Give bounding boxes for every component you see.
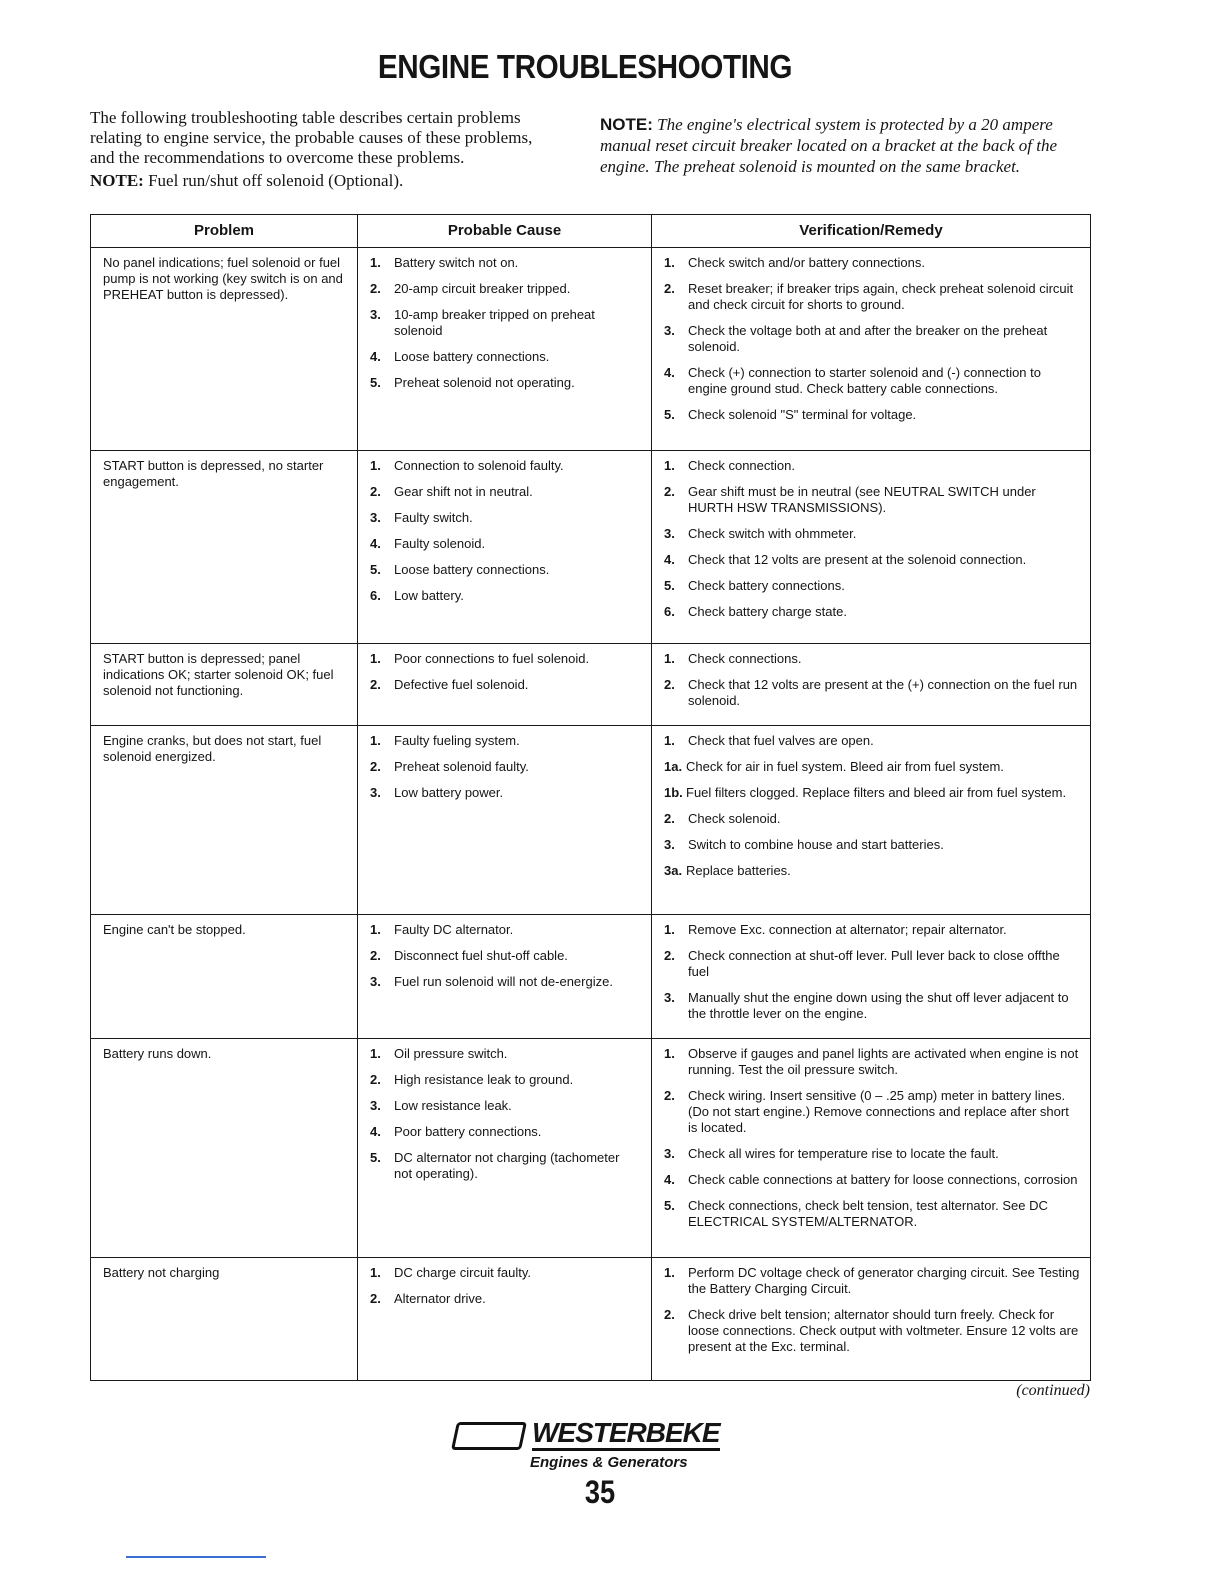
remedy-item (664, 948, 1080, 980)
cause-item (370, 1291, 641, 1307)
item-number: 1. (370, 458, 381, 473)
cause-item (370, 255, 641, 271)
item-text: Check (+) connection to starter solenoid and (-) connection to engine ground stud. Check battery cable connections. (688, 365, 1041, 396)
item-number: 1. (370, 922, 381, 937)
electrical-note-label: NOTE: (600, 115, 653, 134)
item-text: Reset breaker; if breaker trips again, check preheat solenoid circuit and check circuit for shorts to ground. (688, 281, 1074, 312)
item-text: Loose battery connections. (394, 349, 550, 364)
cause-cell (358, 451, 652, 644)
problem-cell: Battery not charging (91, 1258, 358, 1381)
item-text: Poor connections to fuel solenoid. (394, 651, 590, 666)
item-text: Check connection at shut-off lever. Pull lever back to close offthe fuel (688, 948, 1060, 979)
remedy-item (664, 365, 1080, 397)
remedy-item (664, 281, 1080, 313)
remedy-item (664, 578, 1080, 594)
item-text: Check connections. (688, 651, 802, 666)
cause-item (370, 536, 641, 552)
item-text: Switch to combine house and start batteries. (688, 837, 944, 852)
cause-item (370, 510, 641, 526)
item-text: Low battery. (394, 588, 464, 603)
item-number: 5. (370, 562, 381, 577)
remedy-item (664, 1046, 1080, 1078)
remedy-item (664, 1088, 1080, 1136)
remedy-item (664, 651, 1080, 667)
intro-paragraph (90, 108, 560, 191)
cause-item (370, 307, 641, 339)
item-number: 1b. (664, 785, 683, 800)
note-text: Fuel run/shut off solenoid (Optional). (143, 171, 404, 190)
item-number: 2. (664, 677, 675, 692)
item-number: 3. (370, 307, 381, 322)
table-row (91, 644, 1091, 726)
problem-cell: START button is depressed; panel indications OK; starter solenoid OK; fuel solenoid not functioning. (91, 644, 358, 726)
item-number: 3. (664, 837, 675, 852)
item-text: Observe if gauges and panel lights are activated when engine is not running. Test the oil pressure switch. (688, 1046, 1079, 1077)
cause-item (370, 1046, 641, 1062)
remedy-cell (652, 644, 1091, 726)
item-text: Preheat solenoid not operating. (394, 375, 575, 390)
header-problem: Problem (91, 215, 358, 248)
item-number: 2. (664, 1307, 675, 1322)
item-text: Preheat solenoid faulty. (394, 759, 529, 774)
item-number: 2. (370, 948, 381, 963)
item-number: 1. (664, 651, 675, 666)
item-text: Check all wires for temperature rise to locate the fault. (688, 1146, 999, 1161)
item-number: 1. (370, 733, 381, 748)
continued-label: (continued) (1016, 1382, 1090, 1399)
remedy-item (664, 1307, 1080, 1355)
cause-cell (358, 1258, 652, 1381)
problem-cell: START button is depressed, no starter engagement. (91, 451, 358, 644)
item-text: High resistance leak to ground. (394, 1072, 574, 1087)
item-text: Low battery power. (394, 785, 504, 800)
item-number: 1. (664, 458, 675, 473)
item-number: 4. (370, 536, 381, 551)
remedy-cell (652, 451, 1091, 644)
item-number: 2. (370, 1072, 381, 1087)
remedy-item (664, 837, 1080, 853)
item-number: 3. (664, 526, 675, 541)
item-text: Check that fuel valves are open. (688, 733, 874, 748)
cause-item (370, 588, 641, 604)
item-number: 2. (664, 811, 675, 826)
remedy-item (664, 1198, 1080, 1230)
cause-item (370, 922, 641, 938)
item-text: Low resistance leak. (394, 1098, 512, 1113)
remedy-cell (652, 1258, 1091, 1381)
item-text: Battery switch not on. (394, 255, 519, 270)
item-number: 5. (664, 407, 675, 422)
item-number: 5. (370, 375, 381, 390)
item-text: 10-amp breaker tripped on preheat solenoid (394, 307, 595, 338)
table-body (91, 248, 1091, 1381)
cause-item (370, 785, 641, 801)
item-text: Alternator drive. (394, 1291, 486, 1306)
item-number: 1. (664, 733, 675, 748)
item-number: 2. (664, 948, 675, 963)
item-number: 1. (370, 1046, 381, 1061)
item-text: Check switch with ohmmeter. (688, 526, 857, 541)
item-number: 3. (370, 1098, 381, 1113)
item-text: Fuel filters clogged. Replace filters and bleed air from fuel system. (686, 785, 1067, 800)
item-number: 3a. (664, 863, 683, 878)
cause-item (370, 1265, 641, 1281)
item-number: 2. (370, 677, 381, 692)
item-number: 4. (664, 552, 675, 567)
item-text: Check that 12 volts are present at the solenoid connection. (688, 552, 1027, 567)
item-number: 1. (370, 255, 381, 270)
footer-link-underline (126, 1556, 266, 1558)
item-text: Check the voltage both at and after the breaker on the preheat solenoid. (688, 323, 1048, 354)
item-number: 3. (664, 323, 675, 338)
intro-text: The following troubleshooting table describes certain problems relating to engine service, the probable causes of these problems, and the recommendations to overcome these problems. (90, 108, 533, 167)
logo-mark-icon (451, 1422, 527, 1450)
item-text: Perform DC voltage check of generator charging circuit. See Testing the Battery Charging Circuit. (688, 1265, 1080, 1296)
item-text: Check connections, check belt tension, test alternator. See DC ELECTRICAL SYSTEM/ALTERNATOR. (688, 1198, 1048, 1229)
cause-item (370, 1098, 641, 1114)
logo-name: WESTERBEKE (532, 1418, 720, 1451)
item-text: Connection to solenoid faulty. (394, 458, 564, 473)
cause-item (370, 458, 641, 474)
table-row (91, 1258, 1091, 1381)
item-text: Check battery connections. (688, 578, 845, 593)
page-number: 35 (584, 1474, 616, 1510)
item-number: 3. (370, 785, 381, 800)
item-number: 1. (664, 922, 675, 937)
problem-cell: Battery runs down. (91, 1039, 358, 1258)
item-text: Manually shut the engine down using the shut off lever adjacent to the throttle lever on the engine. (688, 990, 1069, 1021)
item-text: Oil pressure switch. (394, 1046, 508, 1061)
remedy-cell (652, 915, 1091, 1039)
remedy-item (664, 785, 1080, 801)
remedy-item (664, 484, 1080, 516)
cause-item (370, 375, 641, 391)
cause-item (370, 651, 641, 667)
remedy-item (664, 759, 1080, 775)
item-text: Faulty switch. (394, 510, 473, 525)
table-row (91, 1039, 1091, 1258)
item-text: Disconnect fuel shut-off cable. (394, 948, 568, 963)
item-number: 6. (370, 588, 381, 603)
remedy-item (664, 922, 1080, 938)
item-text: Check drive belt tension; alternator should turn freely. Check for loose connections. Check output with voltmeter. Ensure 12 volts are present at the Exc. terminal. (688, 1307, 1079, 1354)
item-text: Check connection. (688, 458, 795, 473)
item-text: DC alternator not charging (tachometer not operating). (394, 1150, 620, 1181)
item-number: 2. (370, 1291, 381, 1306)
item-text: Check that 12 volts are present at the (+) connection on the fuel run solenoid. (688, 677, 1078, 708)
item-number: 3. (370, 974, 381, 989)
remedy-item (664, 1265, 1080, 1297)
cause-cell (358, 726, 652, 915)
item-text: Loose battery connections. (394, 562, 550, 577)
item-text: Check wiring. Insert sensitive (0 – .25 amp) meter in battery lines. (Do not start engine.) Remove connections and replace after short is located. (688, 1088, 1069, 1135)
item-text: Check solenoid "S" terminal for voltage. (688, 407, 917, 422)
cause-item (370, 1124, 641, 1140)
item-number: 3. (664, 1146, 675, 1161)
item-number: 2. (664, 484, 675, 499)
item-number: 1. (370, 651, 381, 666)
item-number: 2. (664, 1088, 675, 1103)
problem-cell: Engine cranks, but does not start, fuel solenoid energized. (91, 726, 358, 915)
cause-cell (358, 1039, 652, 1258)
cause-item (370, 281, 641, 297)
cause-item (370, 948, 641, 964)
item-text: Poor battery connections. (394, 1124, 542, 1139)
remedy-item (664, 407, 1080, 423)
item-text: DC charge circuit faulty. (394, 1265, 532, 1280)
item-number: 3. (370, 510, 381, 525)
item-text: Gear shift not in neutral. (394, 484, 533, 499)
item-text: Check cable connections at battery for loose connections, corrosion (688, 1172, 1078, 1187)
item-number: 2. (370, 759, 381, 774)
item-text: 20-amp circuit breaker tripped. (394, 281, 571, 296)
item-text: Check battery charge state. (688, 604, 847, 619)
item-number: 2. (370, 484, 381, 499)
cause-item (370, 733, 641, 749)
table-row (91, 726, 1091, 915)
cause-cell (358, 248, 652, 451)
remedy-item (664, 990, 1080, 1022)
item-text: Faulty DC alternator. (394, 922, 514, 937)
item-number: 1. (664, 255, 675, 270)
item-text: Gear shift must be in neutral (see NEUTRAL SWITCH under HURTH HSW TRANSMISSIONS). (688, 484, 1036, 515)
problem-cell: Engine can't be stopped. (91, 915, 358, 1039)
cause-item (370, 1072, 641, 1088)
item-text: Fuel run solenoid will not de-energize. (394, 974, 613, 989)
item-text: Faulty solenoid. (394, 536, 486, 551)
item-number: 5. (664, 1198, 675, 1213)
cause-item (370, 484, 641, 500)
remedy-item (664, 458, 1080, 474)
cause-cell (358, 915, 652, 1039)
remedy-item (664, 323, 1080, 355)
remedy-item (664, 677, 1080, 709)
item-number: 5. (664, 578, 675, 593)
cause-item (370, 349, 641, 365)
electrical-note-text: The engine's electrical system is protected by a 20 ampere manual reset circuit breaker located on a bracket at the back of the engine. The preheat solenoid is mounted on the same bracket. (600, 115, 1057, 176)
page-title: ENGINE TROUBLESHOOTING (377, 48, 793, 85)
electrical-note (600, 114, 1070, 177)
remedy-item (664, 552, 1080, 568)
remedy-item (664, 733, 1080, 749)
cause-item (370, 1150, 641, 1182)
item-number: 5. (370, 1150, 381, 1165)
header-verification-remedy: Verification/Remedy (652, 215, 1091, 248)
item-number: 1. (664, 1046, 675, 1061)
cause-item (370, 677, 641, 693)
problem-cell: No panel indications; fuel solenoid or fuel pump is not working (key switch is on and PREHEAT button is depressed). (91, 248, 358, 451)
remedy-cell (652, 726, 1091, 915)
remedy-cell (652, 248, 1091, 451)
remedy-item (664, 1172, 1080, 1188)
westerbeke-logo (450, 1416, 750, 1472)
item-number: 6. (664, 604, 675, 619)
remedy-item (664, 1146, 1080, 1162)
table-row (91, 915, 1091, 1039)
item-text: Replace batteries. (686, 863, 791, 878)
logo-tagline: Engines & Generators (530, 1454, 688, 1471)
remedy-item (664, 811, 1080, 827)
remedy-cell (652, 1039, 1091, 1258)
item-number: 4. (664, 1172, 675, 1187)
item-text: Defective fuel solenoid. (394, 677, 529, 692)
note-label: NOTE: (90, 171, 144, 190)
item-text: Remove Exc. connection at alternator; repair alternator. (688, 922, 1007, 937)
cause-item (370, 562, 641, 578)
item-number: 1a. (664, 759, 683, 774)
cause-item (370, 759, 641, 775)
item-number: 1. (370, 1265, 381, 1280)
remedy-item (664, 863, 1080, 879)
item-number: 1. (664, 1265, 675, 1280)
item-number: 4. (370, 1124, 381, 1139)
item-text: Check for air in fuel system. Bleed air from fuel system. (686, 759, 1004, 774)
remedy-item (664, 255, 1080, 271)
item-number: 3. (664, 990, 675, 1005)
item-text: Check switch and/or battery connections. (688, 255, 926, 270)
cause-item (370, 974, 641, 990)
item-number: 2. (370, 281, 381, 296)
remedy-item (664, 604, 1080, 620)
table-row (91, 451, 1091, 644)
table-row (91, 248, 1091, 451)
item-number: 4. (664, 365, 675, 380)
troubleshooting-table (90, 214, 1091, 1381)
item-text: Check solenoid. (688, 811, 781, 826)
header-probable-cause: Probable Cause (358, 215, 652, 248)
fuel-solenoid-note (90, 171, 560, 191)
item-text: Faulty fueling system. (394, 733, 520, 748)
cause-cell (358, 644, 652, 726)
item-number: 2. (664, 281, 675, 296)
remedy-item (664, 526, 1080, 542)
item-number: 4. (370, 349, 381, 364)
table-header-row (91, 215, 1091, 248)
